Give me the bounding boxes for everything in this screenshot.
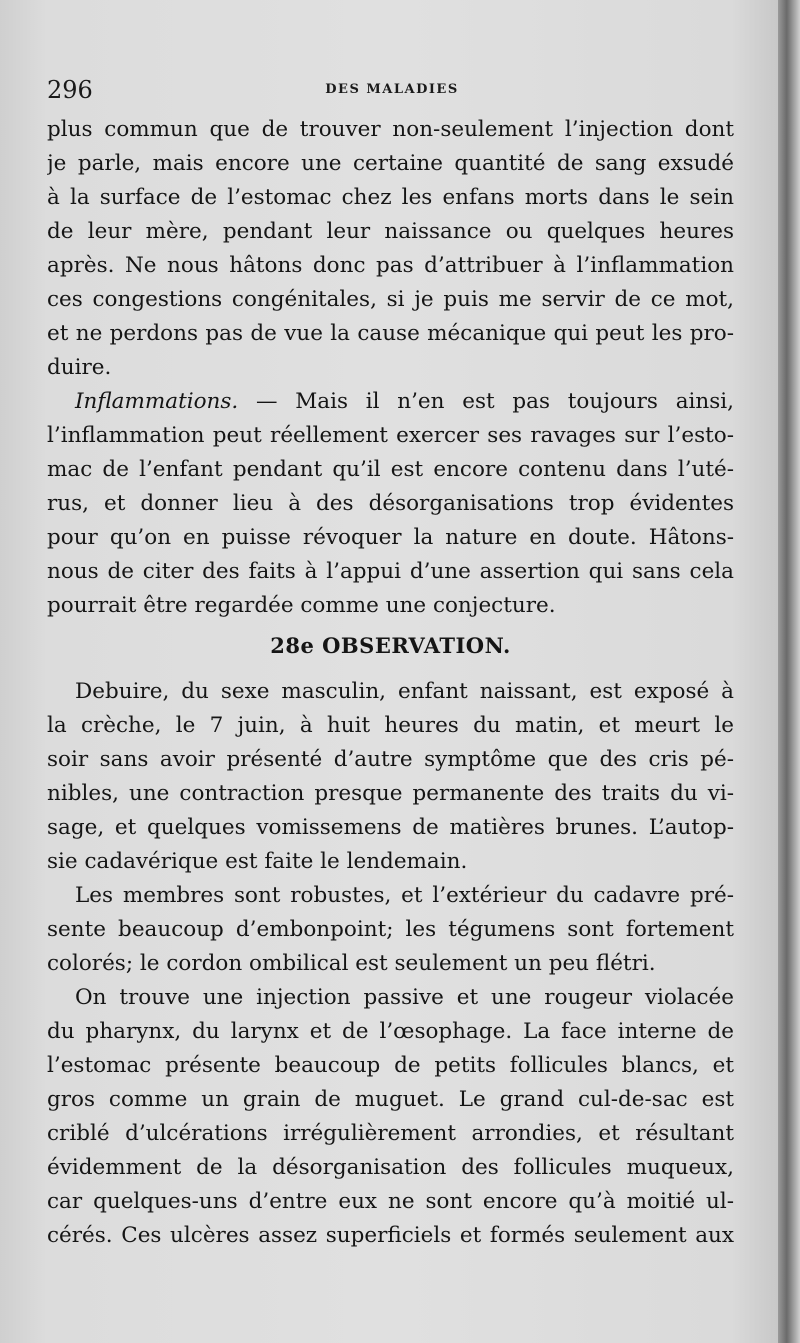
text-line: nibles, une contraction presque permanente des traits du vi-: [47, 781, 734, 806]
text-line: de leur mère, pendant leur naissance ou quelques heures: [47, 219, 734, 244]
text-line: colorés; le cordon ombilical est seulement un peu flétri.: [47, 951, 656, 976]
page-header: [47, 76, 737, 106]
page-number: 296: [47, 76, 93, 104]
text-line: nous de citer des faits à l’appui d’une assertion qui sans cela: [47, 559, 734, 584]
paragraph-2: [47, 385, 734, 623]
text-line: rus, et donner lieu à des désorganisations trop évidentes: [47, 491, 734, 516]
text-line: ces congestions congénitales, si je puis me servir de ce mot,: [47, 287, 734, 312]
paragraph-1: [47, 113, 734, 385]
text-line: du pharynx, du larynx et de l’œsophage. La face interne de: [47, 1019, 734, 1044]
section-heading: Inflammations.: [75, 389, 239, 414]
text-line: Les membres sont robustes, et l’extérieur du cadavre pré-: [75, 883, 734, 908]
paragraph-5: [47, 981, 734, 1253]
text-line: criblé d’ulcérations irrégulièrement arrondies, et résultant: [47, 1121, 734, 1146]
observation-title: 28e OBSERVATION.: [270, 633, 511, 658]
text-line: car quelques-uns d’entre eux ne sont encore qu’à moitié ul-: [47, 1189, 734, 1214]
text-line: je parle, mais encore une certaine quantité de sang exsudé: [47, 151, 734, 176]
text-line: duire.: [47, 355, 112, 380]
text-line: évidemment de la désorganisation des follicules muqueux,: [47, 1155, 734, 1180]
text-line: soir sans avoir présenté d’autre symptôme que des cris pé-: [47, 747, 734, 772]
text-line: sente beaucoup d’embonpoint; les tégumens sont fortement: [47, 917, 734, 942]
text-line: [47, 385, 734, 419]
text-line: pour qu’on en puisse révoquer la nature en doute. Hâtons-: [47, 525, 734, 550]
text-line: la crèche, le 7 juin, à huit heures du matin, et meurt le: [47, 713, 734, 738]
text-line: après. Ne nous hâtons donc pas d’attribuer à l’inflammation: [47, 253, 734, 278]
running-title: DES MALADIES: [325, 82, 459, 97]
text-span: — Mais il n’en est pas toujours ainsi,: [238, 389, 734, 414]
paragraph-3: [47, 675, 734, 879]
text-line: à la surface de l’estomac chez les enfans morts dans le sein: [47, 185, 734, 210]
text-line: sage, et quelques vomissemens de matières brunes. L’autop-: [47, 815, 734, 840]
text-line: et ne perdons pas de vue la cause mécanique qui peut les pro-: [47, 321, 734, 346]
text-line: Debuire, du sexe masculin, enfant naissant, est exposé à: [75, 679, 734, 704]
book-spine-edge: [778, 0, 800, 1343]
text-line: l’estomac présente beaucoup de petits follicules blancs, et: [47, 1053, 734, 1078]
text-line: On trouve une injection passive et une rougeur violacée: [75, 985, 734, 1010]
text-line: gros comme un grain de muguet. Le grand cul-de-sac est: [47, 1087, 734, 1112]
page-text: [47, 113, 734, 1253]
text-line: plus commun que de trouver non-seulement l’injection dont: [47, 117, 734, 142]
text-line: pourrait être regardée comme une conjecture.: [47, 593, 556, 618]
text-line: l’inflammation peut réellement exercer ses ravages sur l’esto-: [47, 423, 734, 448]
text-line: sie cadavérique est faite le lendemain.: [47, 849, 468, 874]
text-line: cérés. Ces ulcères assez superficiels et formés seulement aux: [47, 1223, 734, 1248]
paragraph-4: [47, 879, 734, 981]
text-line: mac de l’enfant pendant qu’il est encore contenu dans l’uté-: [47, 457, 734, 482]
